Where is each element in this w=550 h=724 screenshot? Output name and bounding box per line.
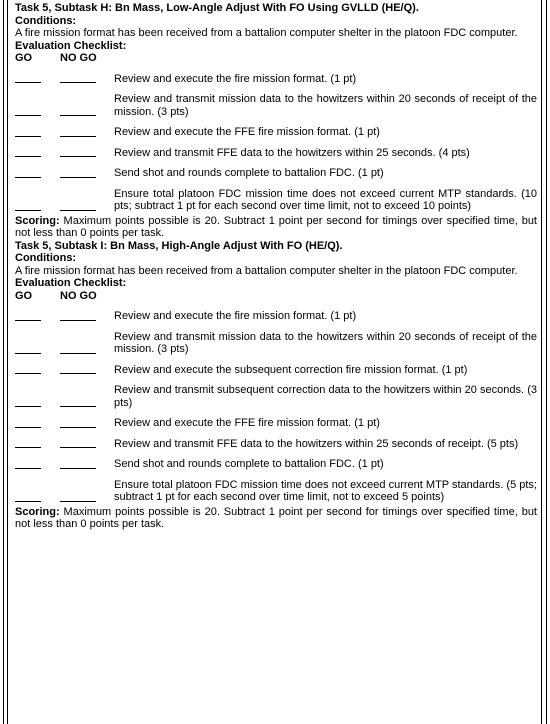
conditions-text: A fire mission format has been received from a battalion computer shelter in the platoon FDC computer. <box>15 264 518 277</box>
subtask-title: Task 5, Subtask H: Bn Mass, Low-Angle Adjust With FO Using GVLLD (HE/Q). <box>15 2 419 14</box>
checklist-column-headers <box>15 290 537 303</box>
checklist-item-text: Review and transmit FFE data to the howitzers within 25 seconds of receipt. (5 pts) <box>114 437 519 450</box>
nogo-blank[interactable] <box>60 427 96 428</box>
go-blank[interactable] <box>15 427 41 428</box>
subtask-section <box>15 240 537 531</box>
conditions-heading: Conditions: <box>15 14 77 27</box>
checklist-item-text: Review and transmit mission data to the howitzers within 20 seconds of receipt of the mission. (3 pts) <box>114 93 537 118</box>
scoring-note <box>15 215 537 240</box>
nogo-column-header: NO GO <box>60 289 97 302</box>
scoring-label: Scoring: <box>15 505 60 518</box>
checklist-item <box>15 93 537 118</box>
nogo-blank[interactable] <box>60 353 96 354</box>
checklist-item-text: Review and execute the FFE fire mission format. (1 pt) <box>114 417 380 429</box>
scoring-note <box>15 506 537 531</box>
checklist-item-text: Review and execute the fire mission format. (1 pt) <box>114 310 357 322</box>
go-blank[interactable] <box>15 82 41 83</box>
checklist-item <box>15 331 537 356</box>
checklist-item-text: Review and execute the subsequent correction fire mission format. (1 pt) <box>114 363 468 376</box>
nogo-blank[interactable] <box>60 177 96 178</box>
go-blank[interactable] <box>15 373 41 374</box>
nogo-blank[interactable] <box>60 501 96 502</box>
checklist-heading: Evaluation Checklist: <box>15 39 127 52</box>
checklist-item <box>15 73 537 86</box>
subtask-title: Task 5, Subtask I: Bn Mass, High-Angle Adjust With FO (HE/Q). <box>15 239 343 252</box>
nogo-blank[interactable] <box>60 156 96 157</box>
checklist-item <box>15 310 537 323</box>
nogo-blank[interactable] <box>60 447 96 448</box>
go-blank[interactable] <box>15 156 41 157</box>
scoring-label: Scoring: <box>15 214 60 227</box>
go-blank[interactable] <box>15 136 41 137</box>
go-blank[interactable] <box>15 447 41 448</box>
go-blank[interactable] <box>15 177 41 178</box>
subtask-section <box>15 2 537 240</box>
checklist-item <box>15 384 537 409</box>
nogo-blank[interactable] <box>60 210 96 211</box>
checklist-item <box>15 364 537 377</box>
checklist-item <box>15 417 537 430</box>
document-page <box>15 2 537 531</box>
checklist-heading: Evaluation Checklist: <box>15 277 127 289</box>
checklist-item <box>15 438 537 451</box>
go-blank[interactable] <box>15 353 41 354</box>
nogo-blank[interactable] <box>60 136 96 137</box>
checklist-item <box>15 167 537 180</box>
checklist-item <box>15 126 537 139</box>
checklist-item-text: Ensure total platoon FDC mission time does not exceed current MTP standards. (10 pts; subtract 1 pt for each second over time limit, not to exceed 10 points) <box>114 187 537 212</box>
go-blank[interactable] <box>15 320 41 321</box>
go-blank[interactable] <box>15 115 41 116</box>
checklist-item <box>15 147 537 160</box>
right-border-outer <box>546 0 547 724</box>
go-blank[interactable] <box>15 501 41 502</box>
left-border-inner <box>7 0 8 724</box>
checklist-item-text: Review and execute the FFE fire mission format. (1 pt) <box>114 126 380 138</box>
nogo-blank[interactable] <box>60 406 96 407</box>
go-column-header: GO <box>15 52 33 64</box>
checklist-item-text: Review and transmit FFE data to the howitzers within 25 seconds. (4 pts) <box>114 146 470 159</box>
checklist-item <box>15 458 537 471</box>
conditions-text: A fire mission format has been received from a battalion computer shelter in the platoon FDC computer. <box>15 27 518 39</box>
checklist-item-text: Ensure total platoon FDC mission time does not exceed current MTP standards. (5 pts; subtract 1 pt for each second over time limit, not to exceed 5 points) <box>114 478 537 503</box>
go-column-header: GO <box>15 289 33 302</box>
nogo-blank[interactable] <box>60 373 96 374</box>
checklist-item-text: Review and execute the fire mission format. (1 pt) <box>114 72 357 85</box>
nogo-blank[interactable] <box>60 320 96 321</box>
nogo-blank[interactable] <box>60 82 96 83</box>
go-blank[interactable] <box>15 210 41 211</box>
checklist-item <box>15 479 537 504</box>
go-blank[interactable] <box>15 406 41 407</box>
nogo-blank[interactable] <box>60 468 96 469</box>
scoring-text: Maximum points possible is 20. Subtract 1 point per second for timings over specified time, but not less than 0 points per task. <box>15 505 537 530</box>
checklist-item-text: Send shot and rounds complete to battalion FDC. (1 pt) <box>114 458 384 470</box>
conditions-heading: Conditions: <box>15 252 77 264</box>
nogo-column-header: NO GO <box>60 52 97 64</box>
checklist-item-text: Send shot and rounds complete to battalion FDC. (1 pt) <box>114 167 384 179</box>
checklist-item-text: Review and transmit mission data to the howitzers within 20 seconds of receipt of the mission. (3 pts) <box>114 330 537 355</box>
checklist-item-text: Review and transmit subsequent correction data to the howitzers within 20 seconds. (3 pts) <box>114 384 537 409</box>
nogo-blank[interactable] <box>60 115 96 116</box>
left-border-outer <box>3 0 4 724</box>
right-border-inner <box>541 0 542 724</box>
checklist-item <box>15 188 537 213</box>
scoring-text: Maximum points possible is 20. Subtract 1 point per second for timings over specified time, but not less than 0 points per task. <box>15 214 537 239</box>
checklist-column-headers <box>15 52 537 65</box>
go-blank[interactable] <box>15 468 41 469</box>
